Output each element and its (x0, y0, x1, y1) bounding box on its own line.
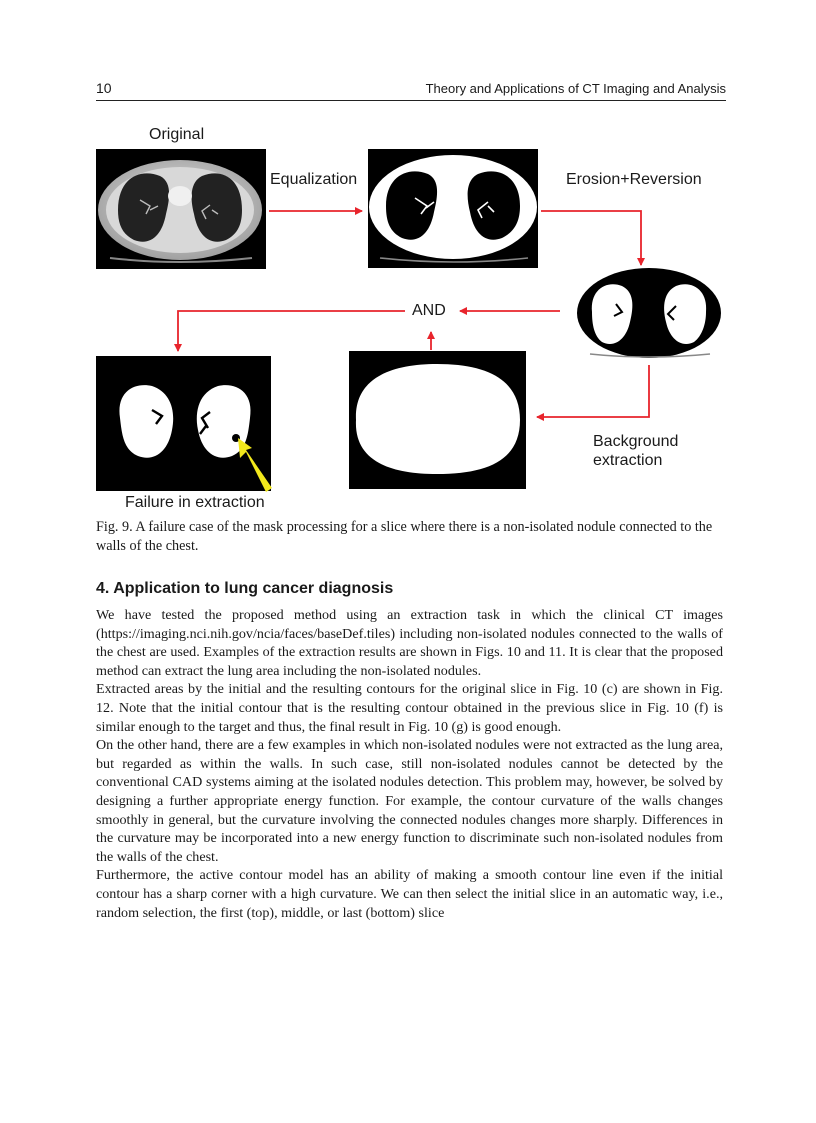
figure-9 (0, 0, 816, 520)
arrow-and-to-failure (178, 311, 405, 351)
book-title: Theory and Applications of CT Imaging and Analysis (425, 81, 726, 96)
arrow-erosion-reversion (541, 211, 641, 265)
label-and: AND (412, 302, 446, 319)
figure-9-diagram (0, 0, 816, 520)
arrow-background-extraction (537, 365, 649, 417)
label-failure: Failure in extraction (125, 494, 265, 511)
ct-failure-image (96, 356, 272, 492)
figure-caption: Fig. 9. A failure case of the mask processing for a slice where there is a non-isolated nodule connected to the walls of the chest. (96, 519, 713, 554)
ct-eroded-reversed-image (577, 268, 721, 358)
paragraph: Furthermore, the active contour model has an ability of making a smooth contour line even if the initial contour has a sharp corner with a high curvature. We can then select the initial slice in an automatic way, i.e., random selection, the first (top), middle, or last (bottom) slice (96, 867, 723, 921)
label-original: Original (149, 126, 205, 143)
section-heading: 4. Application to lung cancer diagnosis (96, 580, 394, 597)
label-background-line1: Background (593, 433, 679, 450)
ct-original-image (96, 149, 266, 269)
paragraph: We have tested the proposed method using an extraction task in which the clinical CT images (https://imaging.nci.nih.gov/ncia/faces/baseDef.tiles) including non-isolated nodules connected to the walls of the chest are used. Examples of the extraction results are shown in Figs. 10 and 11. It is clear that the proposed method can extract the lung area including the non-isolated nodules. (96, 607, 723, 679)
ct-background-extraction-image (349, 351, 526, 489)
paragraph: On the other hand, there are a few examples in which non-isolated nodules were not extracted as the lung area, but regarded as within the walls. In such case, still non-isolated nodules cannot be detected by the conventional CAD systems aiming at the isolated nodules detection. This problem may, however, be solved by designing a further appropriate energy function. For example, the contour curvature of the walls changes smoothly in general, but the curvature involving the connected nodules changes more sharply. Differences in the curvature may be incorporated into a new energy function to discriminate such non-isolated nodules from the walls of the chest. (96, 737, 723, 865)
label-equalization: Equalization (270, 171, 358, 188)
ct-equalized-image (368, 149, 538, 268)
body-text (96, 606, 723, 922)
label-erosion-reversion: Erosion+Reversion (566, 171, 702, 188)
page-number: 10 (96, 80, 112, 96)
label-background-line2: extraction (593, 452, 663, 469)
paragraph: Extracted areas by the initial and the resulting contours for the original slice in Fig. 10 (c) are shown in Fig. 12. Note that the initial contour that is the resulting contour obtained in the previous slice in Fig. 10 (f) is similar enough to the target and thus, the final result in Fig. 10 (g) is good enough. (96, 681, 723, 735)
